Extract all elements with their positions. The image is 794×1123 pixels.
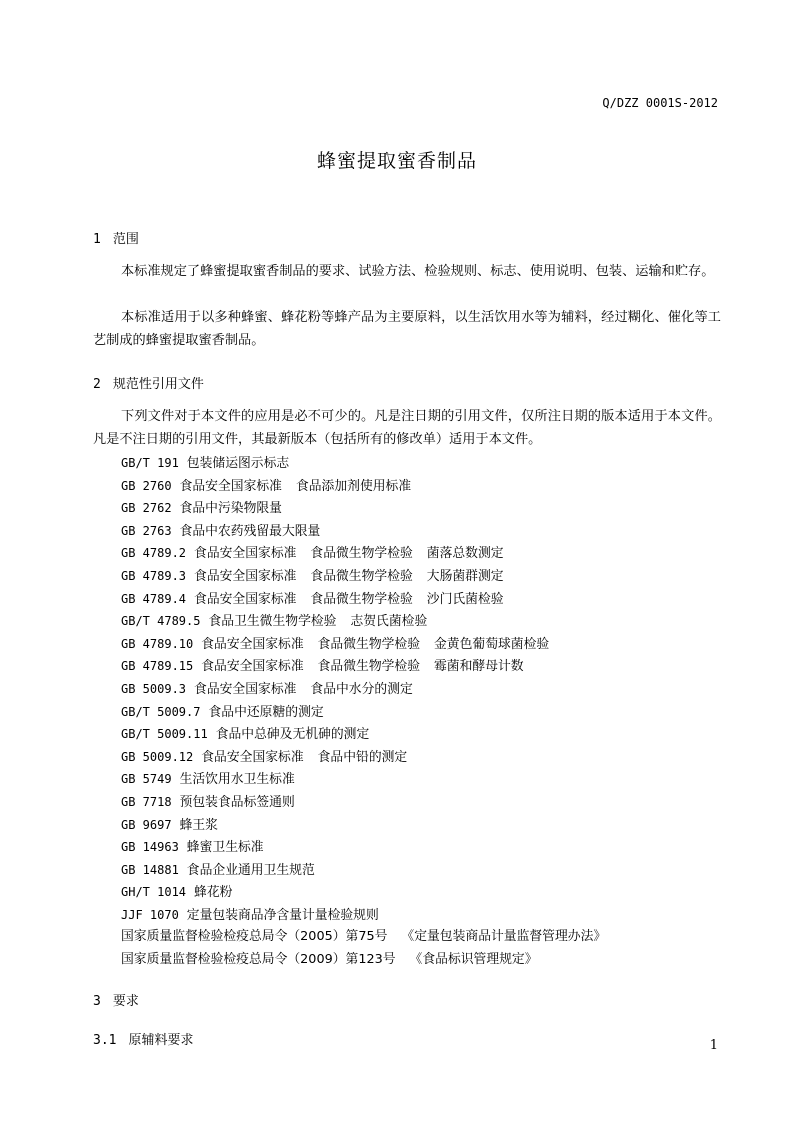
reference-code: GH/T 1014 — [121, 885, 187, 900]
reference-item — [121, 588, 606, 611]
reference-item — [121, 610, 606, 633]
reference-subtitle: 大肠菌群测定 — [426, 568, 504, 584]
reference-code: GB 4789.10 — [121, 636, 194, 651]
reference-code: GB 14881 — [121, 862, 179, 877]
reference-code: GB 4789.15 — [121, 659, 194, 674]
reference-code: GB 9697 — [121, 817, 172, 832]
reference-item — [121, 814, 606, 837]
reference-subtitle: 志贺氏菌检验 — [350, 614, 428, 630]
reference-subtitle: 菌落总数测定 — [426, 546, 504, 562]
reference-title: 食品卫生微生物学检验 — [208, 614, 337, 630]
reference-item — [121, 655, 606, 678]
reference-item — [121, 859, 606, 882]
reference-item — [121, 881, 606, 904]
reference-item — [121, 633, 606, 656]
reference-title: 食品安全国家标准 — [194, 681, 297, 697]
reference-title: 食品中污染物限量 — [179, 501, 282, 517]
reference-title: 食品安全国家标准 — [201, 749, 304, 765]
reference-code: GB 4789.4 — [121, 591, 187, 606]
reference-subtitle: 沙门氏菌检验 — [426, 591, 504, 607]
reference-code: GB 5009.12 — [121, 749, 194, 764]
section-3-1-heading — [93, 1029, 194, 1048]
scope-paragraph-1: 本标准规定了蜂蜜提取蜜香制品的要求、试验方法、检验规则、标志、使用说明、包装、运输和贮存。 — [121, 264, 715, 279]
section-3-heading — [93, 990, 139, 1009]
reference-code: GB/T 4789.5 — [121, 614, 201, 629]
reference-code: GB 2763 — [121, 523, 172, 538]
reference-title: 生活饮用水卫生标准 — [179, 772, 295, 788]
section-number: 2 — [93, 377, 101, 392]
reference-title: 蜂花粉 — [194, 885, 233, 901]
reference-title: 食品安全国家标准 — [194, 568, 297, 584]
reference-subtitle: 霉菌和酵母计数 — [434, 659, 524, 675]
reference-item — [121, 836, 606, 859]
reference-subtitle: 金黄色葡萄球菌检验 — [434, 636, 550, 652]
reference-subtitle: 食品微生物学检验 — [317, 659, 420, 675]
reference-subtitle: 食品微生物学检验 — [317, 636, 420, 652]
reference-item — [121, 452, 606, 475]
reference-code: GB/T 5009.11 — [121, 727, 208, 742]
section-number: 3 — [93, 994, 101, 1009]
reference-code: GB 7718 — [121, 794, 172, 809]
reference-code: GB 14963 — [121, 840, 179, 855]
reference-code: GB 5009.3 — [121, 681, 187, 696]
reference-title: 包装储运图示标志 — [186, 456, 290, 471]
section-number: 1 — [93, 232, 101, 247]
standard-number: Q/DZZ 0001S-2012 — [602, 96, 718, 110]
reference-item — [121, 949, 606, 972]
reference-subtitle: 《定量包装商品计量监督管理办法》 — [401, 929, 607, 945]
reference-code: JJF 1070 — [121, 907, 179, 922]
references-intro-paragraph: 下列文件对于本文件的应用是必不可少的。凡是注日期的引用文件，仅所注日期的版本适用于本文件。凡是不注日期的引用文件，其最新版本（包括所有的修改单）适用于本文件。 — [93, 409, 721, 447]
section-title: 规范性引用文件 — [112, 377, 204, 392]
document-title: 蜂蜜提取蜜香制品 — [316, 150, 477, 172]
reference-title: 蜂王浆 — [179, 817, 218, 833]
section-title: 要求 — [112, 994, 139, 1009]
reference-title: 食品安全国家标准 — [179, 478, 282, 494]
scope-paragraph-2: 本标准适用于以多种蜂蜜、蜂花粉等蜂产品为主要原料，以生活饮用水等为辅料，经过糊化、催化等工艺制成的蜂蜜提取蜜香制品。 — [93, 310, 721, 348]
reference-code: GB 2760 — [121, 478, 172, 493]
page-number: 1 — [709, 1038, 718, 1053]
reference-code: GB/T 191 — [121, 456, 179, 470]
reference-item — [121, 565, 606, 588]
section-number: 3.1 — [93, 1033, 117, 1048]
reference-title: 蜂蜜卫生标准 — [186, 840, 264, 856]
reference-item — [121, 678, 606, 701]
reference-title: 食品安全国家标准 — [194, 546, 297, 562]
reference-item — [121, 723, 606, 746]
reference-item — [121, 701, 606, 724]
reference-item — [121, 475, 606, 498]
reference-code: GB/T 5009.7 — [121, 704, 201, 719]
reference-list — [121, 452, 606, 972]
reference-subtitle: 食品中水分的测定 — [310, 681, 413, 697]
reference-title: 预包装食品标签通则 — [179, 794, 295, 810]
reference-title: 食品中农药残留最大限量 — [179, 523, 321, 539]
reference-item — [121, 542, 606, 565]
reference-code: GB 4789.3 — [121, 568, 187, 583]
reference-subtitle: 食品微生物学检验 — [310, 546, 413, 562]
reference-item — [121, 768, 606, 791]
reference-item — [121, 520, 606, 543]
reference-subtitle: 《食品标识管理规定》 — [409, 952, 538, 968]
reference-item — [121, 904, 606, 927]
section-title: 范围 — [112, 232, 139, 247]
reference-title: 国家质量监督检验检疫总局令（2005）第75号 — [121, 929, 388, 945]
reference-title: 食品中还原糖的测定 — [208, 704, 324, 720]
reference-code: GB 4789.2 — [121, 546, 187, 561]
reference-title: 国家质量监督检验检疫总局令（2009）第123号 — [121, 952, 396, 968]
reference-title: 食品安全国家标准 — [194, 591, 297, 607]
reference-title: 食品安全国家标准 — [201, 636, 304, 652]
section-1-heading — [93, 228, 139, 247]
reference-title: 定量包装商品净含量计量检验规则 — [186, 907, 379, 923]
reference-item — [121, 791, 606, 814]
reference-title: 食品安全国家标准 — [201, 659, 304, 675]
reference-code: GB 5749 — [121, 772, 172, 787]
reference-item — [121, 926, 606, 949]
reference-subtitle: 食品微生物学检验 — [310, 568, 413, 584]
reference-item — [121, 497, 606, 520]
reference-code: GB 2762 — [121, 501, 172, 516]
section-title: 原辅料要求 — [128, 1033, 194, 1048]
reference-subtitle: 食品中铅的测定 — [317, 749, 408, 765]
reference-title: 食品中总砷及无机砷的测定 — [215, 727, 370, 743]
reference-item — [121, 746, 606, 769]
section-2-heading — [93, 373, 204, 392]
reference-title: 食品企业通用卫生规范 — [186, 862, 315, 878]
reference-subtitle: 食品微生物学检验 — [310, 591, 413, 607]
reference-subtitle: 食品添加剂使用标准 — [295, 478, 412, 494]
